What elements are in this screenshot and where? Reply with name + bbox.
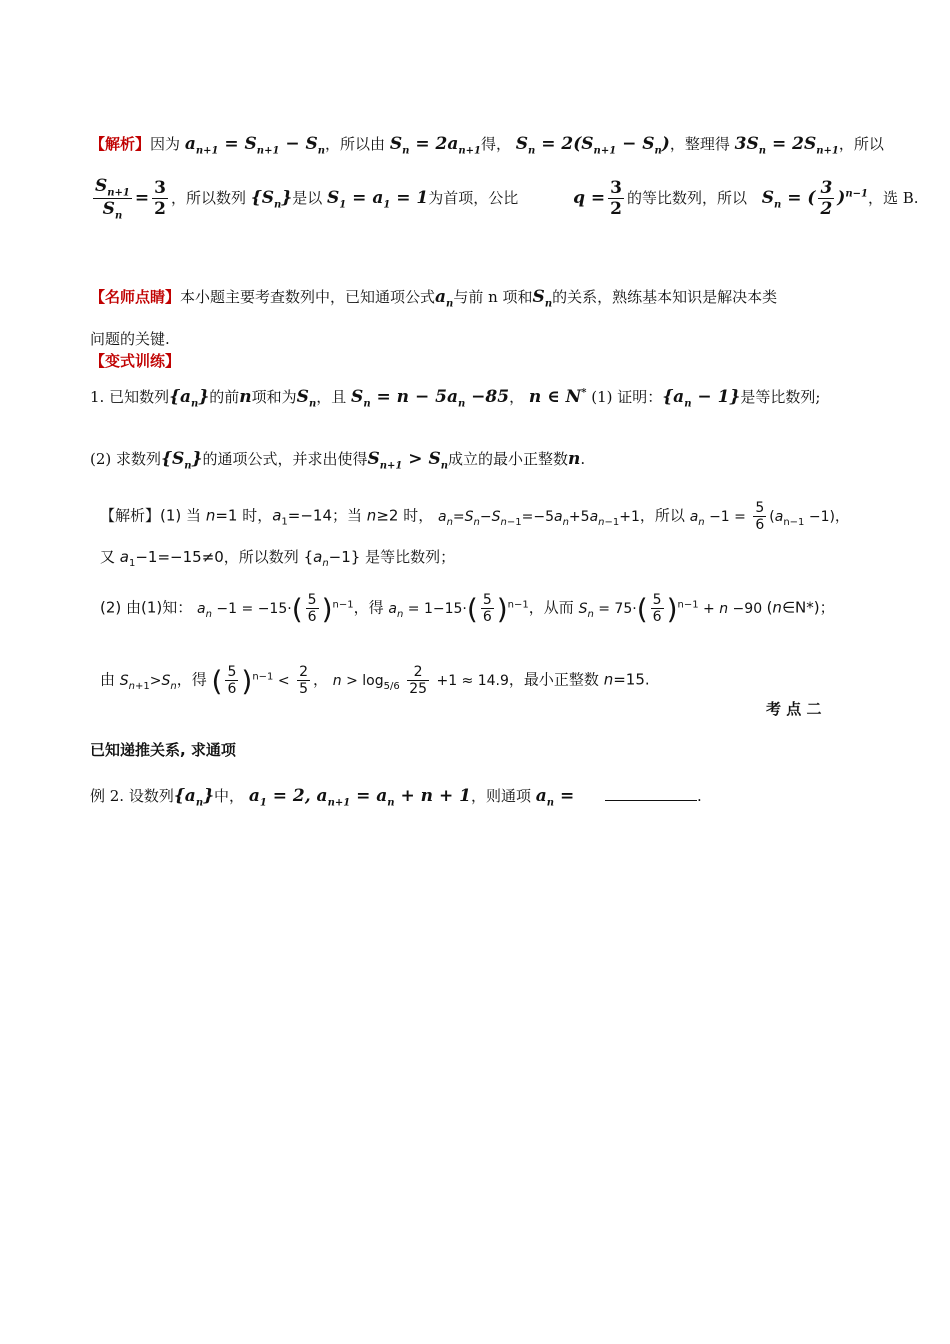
solution-tag: 【解析】 — [100, 506, 161, 525]
tip-tag: 【名师点睛】 — [90, 288, 181, 306]
fraction-sn-ratio: $\frac{S_{n+1}}{S_n}$ — [95, 176, 130, 222]
example-2: 例 2. 设数列$\{a_n\}$中， $a_1 = 2$, $a_{n+1} = a_n + n + 1$，则通项 $a_n$ = . — [90, 786, 702, 809]
formula-example-recurrence: $a_1 = 2$, $a_{n+1} = a_n + n + 1$ — [248, 786, 471, 809]
formula-recurrence: $a_{n+1} = S_{n+1} - S_n$ — [184, 134, 326, 157]
formula-an: $a_n$ — [435, 287, 454, 310]
formula-sn-2a: $S_n = 2a_{n+1}$ — [389, 134, 481, 157]
formula-sn-result: $S_n$ = ( $\frac{3}{2}$ )$^{n-1}$ — [761, 177, 868, 219]
formula-3sn: $3S_n = 2S_{n+1}$ — [734, 134, 839, 157]
solution-line-1: 【解析】(1) 当 n=1 时，$a_1=-14$；当 n≥2 时， $a_n=S_n-S_{n-1}=-5a_n+5a_{n-1}+1$，所以 $a_n -1$ = $\frac{5}{6}$ $(a_{n-1} -1)$， — [100, 500, 849, 533]
variant-tag: 【变式训练】 — [90, 352, 181, 370]
solution-line-4: 由 $S_{n+1}>S_n$，得 ( $\frac{5}{6}$ )$^{n-1}$ < $\frac{2}{5}$ ， $n > \log_{5/6}$ $\frac{2}{25}$ +1 ≈ 14.9，最小正整数 n=15. — [100, 664, 650, 697]
tip-line-1: 【名师点睛】本小题主要考查数列中，已知通项公式$a_n$与前 n 项和$S_n$的关系，熟练基本知识是解决本类 — [90, 287, 778, 310]
solution-line-2: 又 $a_1-1=-15\ne 0$，所以数列 $\{a_n-1\}$ 是等比数列； — [100, 548, 456, 569]
formula-sn-def: $S_n = n - 5a_n -85$ — [351, 387, 510, 410]
formula-s1: $S_1 = a_1 = 1$ — [327, 187, 429, 211]
solution-line-3: (2) 由(1)知： $a_n -1 = -15\cdot$( $\frac{5}{6}$ )$^{n-1}$，得 $a_n = 1-15\cdot$( $\frac{5}{6}$ )$^{n-1}$，从而 $S_n = 75\cdot$( $\frac{5}{6}$ )$^{n-1}$ + n −90 (n∈N*)； — [100, 592, 835, 625]
variant-problem-1: 1. 已知数列$\{a_n\}$的前n项和为$S_n$，且 $S_n = n - 5a_n -85$， n ∈ N* (1) 证明：$\{a_n - 1\}$是等比数列; — [90, 387, 821, 410]
fraction-3-2: $\frac{3}{2}$ — [154, 178, 166, 220]
formula-sn-2diff: $S_n = 2(S_{n+1} - S_n)$ — [515, 134, 670, 157]
analysis-tag: 【解析】 — [90, 135, 151, 153]
section-marker: 考 点 二 — [766, 700, 822, 718]
answer-blank[interactable] — [605, 788, 697, 801]
analysis-line-1: 【解析】因为 $a_{n+1} = S_{n+1} - S_n$，所以由 $S_n = 2a_{n+1}$得， $S_n = 2(S_{n+1} - S_n)$，整理得 $3S_n = 2S_{n+1}$，所以 — [90, 134, 884, 157]
section-title: 已知递推关系, 求通项 — [90, 741, 236, 759]
formula-q: q = — [573, 187, 606, 208]
tip-line-2: 问题的关键. — [90, 330, 170, 348]
formula-sn-set: $\{S_n\}$ — [250, 187, 293, 211]
formula-sn: $S_n$ — [532, 287, 553, 310]
variant-problem-2: (2) 求数列$\{S_n\}$的通项公式，并求出使得$S_{n+1} > S_n$成立的最小正整数n. — [90, 449, 586, 472]
analysis-line-2: $\frac{S_{n+1}}{S_n}$ = $\frac{3}{2}$ ，所以数列 $\{S_n\}$是以 $S_1 = a_1 = 1$为首项，公比 q = $\frac{3}{2}$ 的等比数列，所以 $S_n$ = ( $\frac{3}{2}$ )$^{n-1}$，选 B. — [95, 176, 919, 222]
